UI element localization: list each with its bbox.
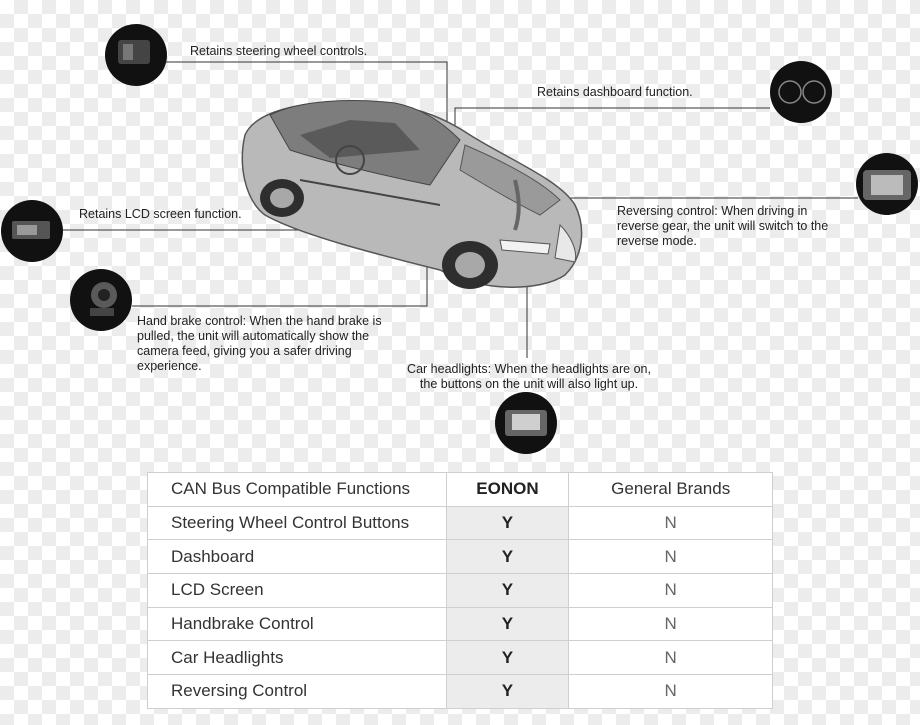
reversing-thumbnail — [856, 153, 918, 215]
handbrake-callout: Hand brake control: When the hand brake is pulled, the unit will automatically show the camera feed, giving you a safer driving experience. — [137, 314, 382, 373]
headlights-callout: Car headlights: When the headlights are on, the buttons on the unit will also light up. — [407, 362, 651, 391]
row-general-value: N — [569, 675, 773, 709]
row-general-value: N — [569, 641, 773, 675]
row-eonon-value: Y — [446, 675, 569, 709]
row-general-value: N — [569, 607, 773, 641]
row-function: Dashboard — [148, 540, 447, 574]
row-eonon-value: Y — [446, 506, 569, 540]
row-function: Steering Wheel Control Buttons — [148, 506, 447, 540]
table-row — [148, 540, 773, 574]
row-function: Reversing Control — [148, 675, 447, 709]
header-general-brands: General Brands — [569, 473, 773, 507]
headlights-thumbnail — [495, 392, 557, 454]
row-eonon-value: Y — [446, 607, 569, 641]
reversing-callout: Reversing control: When driving in reverse gear, the unit will switch to the reverse mode. — [617, 204, 829, 248]
row-eonon-value: Y — [446, 641, 569, 675]
table-row — [148, 675, 773, 709]
row-function: Handbrake Control — [148, 607, 447, 641]
header-eonon: EONON — [446, 473, 569, 507]
table-row — [148, 506, 773, 540]
table-header-row — [148, 473, 773, 507]
steering-thumbnail — [105, 24, 167, 86]
table-row — [148, 641, 773, 675]
lcd-callout: Retains LCD screen function. — [79, 207, 242, 221]
row-general-value: N — [569, 574, 773, 608]
dashboard-thumbnail — [770, 61, 832, 123]
row-eonon-value: Y — [446, 540, 569, 574]
row-function: LCD Screen — [148, 574, 447, 608]
comparison-table — [147, 472, 773, 709]
row-general-value: N — [569, 540, 773, 574]
row-general-value: N — [569, 506, 773, 540]
car-illustration — [242, 101, 581, 289]
dashboard-callout: Retains dashboard function. — [537, 85, 693, 99]
row-eonon-value: Y — [446, 574, 569, 608]
table-row — [148, 607, 773, 641]
table-row — [148, 574, 773, 608]
steering-callout: Retains steering wheel controls. — [190, 44, 368, 58]
header-functions: CAN Bus Compatible Functions — [148, 473, 447, 507]
lcd-thumbnail — [1, 200, 63, 262]
camera-thumbnail — [70, 269, 132, 331]
row-function: Car Headlights — [148, 641, 447, 675]
